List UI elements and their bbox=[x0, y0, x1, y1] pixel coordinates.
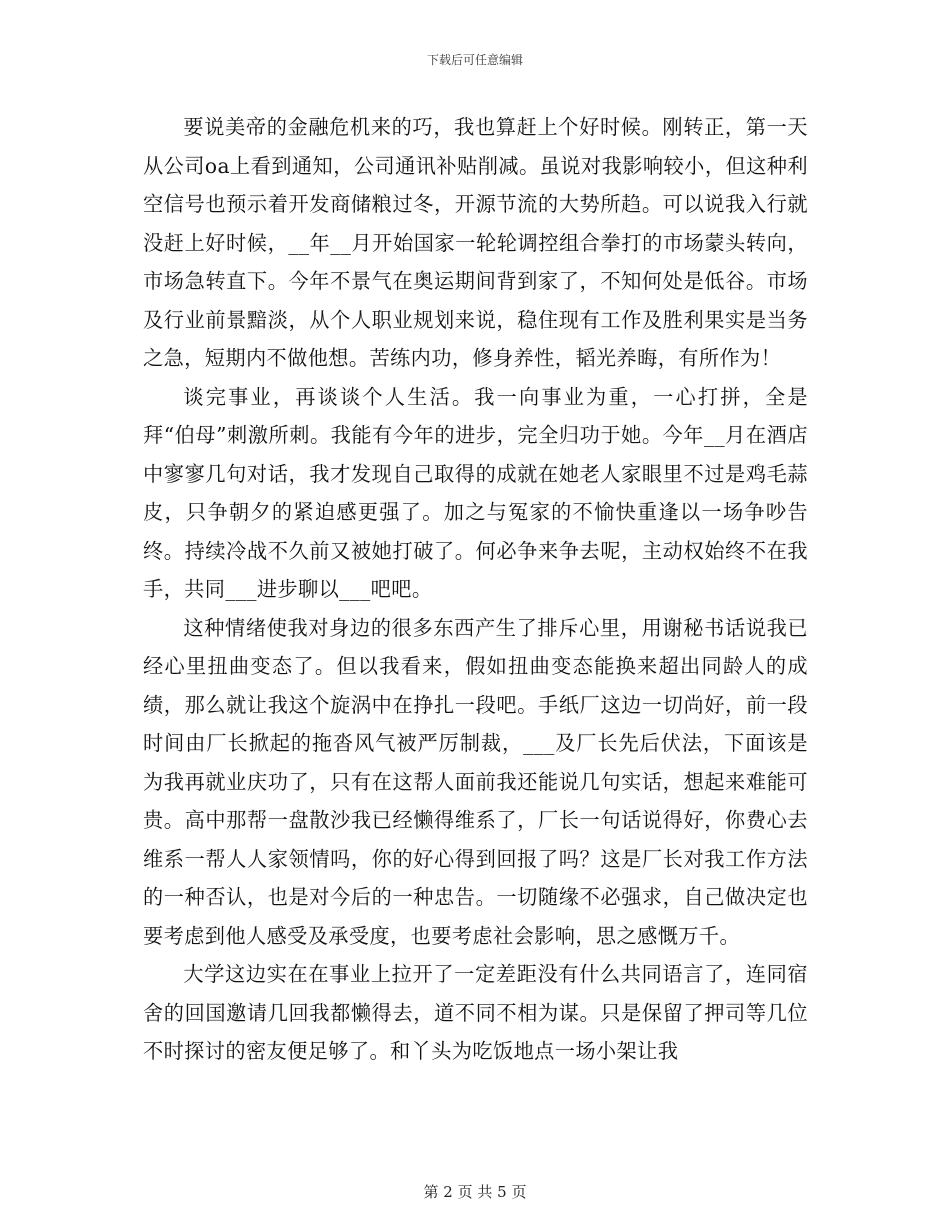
document-body bbox=[143, 108, 808, 1071]
paragraph-2: 谈完事业，再谈谈个人生活。我一向事业为重，一心打拼，全是拜“伯母”刺激所刺。我能有今年的进步，完全归功于她。今年__月在酒店中寥寥几句对话，我才发现自己取得的成就在她老人家眼里不过是鸡毛蒜皮，只争朝夕的紧迫感更强了。加之与冤家的不愉快重逢以一场争吵告终。持续冷战不久前又被她打破了。何必争来争去呢，主动权始终不在我手，共同___进步聊以___吧吧。 bbox=[143, 384, 808, 601]
page-header: 下载后可任意编辑 bbox=[426, 53, 523, 67]
paragraph-1: 要说美帝的金融危机来的巧，我也算赶上个好时候。刚转正，第一天从公司oa上看到通知，公司通讯补贴削减。虽说对我影响较小，但这种利空信号也预示着开发商储粮过冬，开源节流的大势所趋。可以说我入行就没赶上好时候，__年__月开始国家一轮轮调控组合拳打的市场蒙头转向，市场急转直下。今年不景气在奥运期间背到家了，不知何处是低谷。市场及行业前景黯淡，从个人职业规划来说，稳住现有工作及胜利果实是当务之急，短期内不做他想。苦练内功，修身养性，韬光养晦，有所作为！ bbox=[143, 115, 808, 370]
page-number: 第 2 页 共 5 页 bbox=[423, 1183, 527, 1201]
paragraph-3: 这种情绪使我对身边的很多东西产生了排斥心里，用谢秘书话说我已经心里扭曲变态了。但以我看来，假如扭曲变态能换来超出同龄人的成绩，那么就让我这个旋涡中在挣扎一段吧。手纸厂这边一切尚好，前一段时间由厂长掀起的拖沓风气被严厉制裁，___及厂长先后伏法，下面该是为我再就业庆功了，只有在这帮人面前我还能说几句实话，想起来难能可贵。高中那帮一盘散沙我已经懒得维系了，厂长一句话说得好，你费心去维系一帮人人家领情吗，你的好心得到回报了吗？这是厂长对我工作方法的一种否认，也是对今后的一种忠告。一切随缘不必强求，自己做决定也要考虑到他人感受及承受度，也要考虑社会影响，思之感慨万千。 bbox=[143, 615, 808, 948]
paragraph-4: 大学这边实在在事业上拉开了一定差距没有什么共同语言了，连同宿舍的回国邀请几回我都懒得去，道不同不相为谋。只是保留了押司等几位不时探讨的密友便足够了。和丫头为吃饭地点一场小架让我 bbox=[143, 962, 808, 1063]
